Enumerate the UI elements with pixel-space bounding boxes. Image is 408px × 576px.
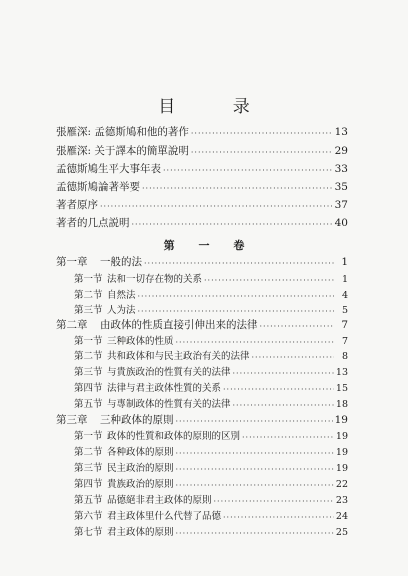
- leader-dots: [176, 528, 334, 539]
- page-number: 7: [341, 336, 348, 347]
- section-entry: [74, 335, 348, 348]
- chapter-number: 第三章: [56, 414, 88, 426]
- section-title: 貴族政治的原則: [107, 479, 174, 490]
- leader-dots: [138, 306, 334, 317]
- section-entry: [74, 304, 348, 317]
- chapter-title: 一般的法: [100, 256, 142, 268]
- page-number: 13: [335, 367, 348, 378]
- leader-dots: [242, 432, 334, 443]
- page-number: 33: [334, 163, 348, 175]
- leader-dots: [191, 128, 333, 139]
- volume-heading: 第 一 卷: [163, 239, 255, 252]
- section-title: 与貴族政治的性質有关的法律: [107, 367, 231, 378]
- page-number: 5: [341, 305, 348, 316]
- section-number: 第一节: [74, 431, 103, 442]
- entry-label: 孟德斯鳩論著举要: [56, 181, 140, 193]
- leader-dots: [223, 512, 334, 523]
- section-entry: [74, 462, 348, 475]
- page-number: 29: [334, 145, 348, 157]
- section-number: 第一节: [74, 274, 103, 285]
- leader-dots: [233, 400, 334, 411]
- chapter-entry: [56, 414, 348, 427]
- page-number: 13: [334, 126, 348, 138]
- chapter-title: 三种政体的原則: [100, 414, 174, 426]
- section-number: 第六节: [74, 511, 103, 522]
- section-title: 三种政体的性质: [107, 336, 174, 347]
- page-number: 7: [341, 319, 348, 331]
- section-title: 品德絕非君主政体的原則: [107, 495, 212, 506]
- section-number: 第一节: [74, 336, 103, 347]
- leader-dots: [138, 291, 334, 302]
- page-number: 8: [341, 351, 348, 362]
- page-number: 37: [334, 199, 348, 211]
- entry-label: 張雁深: 关于譯本的簡單說明: [56, 145, 189, 157]
- toc-entry: [56, 163, 348, 176]
- leader-dots: [223, 384, 334, 395]
- section-entry: [74, 350, 348, 363]
- page-number: 25: [335, 527, 348, 538]
- chapter-number: 第二章: [56, 319, 88, 331]
- page-number: 40: [334, 217, 348, 229]
- page-number: 19: [335, 447, 348, 458]
- leader-dots: [144, 258, 334, 269]
- toc-entry: [56, 145, 348, 158]
- chapter-number: 第一章: [56, 256, 88, 268]
- leader-dots: [132, 219, 333, 230]
- page-number: 1: [341, 256, 348, 268]
- leader-dots: [176, 480, 334, 491]
- section-number: 第二节: [74, 290, 103, 301]
- page-number: 1: [341, 274, 348, 285]
- page-number: 24: [335, 511, 348, 522]
- leader-dots: [100, 201, 333, 212]
- page-number: 18: [335, 399, 348, 410]
- section-number: 第二节: [74, 447, 103, 458]
- section-number: 第四节: [74, 383, 103, 394]
- leader-dots: [191, 147, 333, 158]
- section-number: 第五节: [74, 495, 103, 506]
- section-number: 第七节: [74, 527, 103, 538]
- section-number: 第三节: [74, 463, 103, 474]
- section-title: 与專制政体的性質有关的法律: [107, 399, 231, 410]
- toc-entry: [56, 126, 348, 139]
- section-entry: [74, 366, 348, 379]
- section-title: 法律与君主政体性質的关系: [107, 383, 222, 394]
- section-number: 第四节: [74, 479, 103, 490]
- leader-dots: [176, 464, 334, 475]
- section-entry: [74, 494, 348, 507]
- section-entry: [74, 273, 348, 286]
- section-title: 共和政体和与民主政治有关的法律: [107, 351, 250, 362]
- chapter-title: 由政体的性质直接引伸出来的法律: [100, 319, 258, 331]
- entry-label: 著者的几点説明: [56, 217, 130, 229]
- section-title: 民主政治的原則: [107, 463, 174, 474]
- section-entry: [74, 382, 348, 395]
- page-number: 19: [335, 463, 348, 474]
- chapter-entry: [56, 319, 348, 332]
- leader-dots: [142, 183, 333, 194]
- section-title: 君主政体里什么代替了品德: [107, 511, 222, 522]
- toc-title: 目 录: [158, 97, 276, 117]
- section-entry: [74, 510, 348, 523]
- section-title: 各种政体的原則: [107, 447, 174, 458]
- toc-entry: [56, 181, 348, 194]
- page-number: 19: [334, 414, 348, 426]
- page-number: 35: [334, 181, 348, 193]
- page-number: 15: [335, 383, 348, 394]
- leader-dots: [204, 275, 334, 286]
- section-entry: [74, 398, 348, 411]
- section-number: 第三节: [74, 305, 103, 316]
- chapter-entry: [56, 256, 348, 269]
- page-number: 19: [335, 431, 348, 442]
- entry-label: 孟德斯鳩生平大事年表: [56, 163, 161, 175]
- section-number: 第二节: [74, 351, 103, 362]
- leader-dots: [176, 448, 334, 459]
- section-entry: [74, 289, 348, 302]
- section-title: 政体的性質和政体的原則的区別: [107, 431, 241, 442]
- section-title: 人为法: [107, 305, 136, 316]
- section-entry: [74, 446, 348, 459]
- page-number: 4: [341, 290, 348, 301]
- leader-dots: [176, 337, 334, 348]
- section-number: 第三节: [74, 367, 103, 378]
- page-number: 22: [335, 479, 348, 490]
- leader-dots: [260, 321, 335, 332]
- page-number: 23: [335, 495, 348, 506]
- toc-entry: [56, 217, 348, 230]
- section-entry: [74, 478, 348, 491]
- leader-dots: [252, 352, 334, 363]
- leader-dots: [163, 165, 333, 176]
- section-entry: [74, 430, 348, 443]
- section-title: 君主政体的原則: [107, 527, 174, 538]
- leader-dots: [214, 496, 334, 507]
- section-number: 第五节: [74, 399, 103, 410]
- entry-label: 張雁深: 孟德斯鳩和他的著作: [56, 126, 189, 138]
- leader-dots: [233, 368, 334, 379]
- toc-entry: [56, 199, 348, 212]
- leader-dots: [176, 416, 333, 427]
- section-title: 自然法: [107, 290, 136, 301]
- section-title: 法和一切存在物的关系: [107, 274, 203, 285]
- entry-label: 著者原序: [56, 199, 98, 211]
- section-entry: [74, 526, 348, 539]
